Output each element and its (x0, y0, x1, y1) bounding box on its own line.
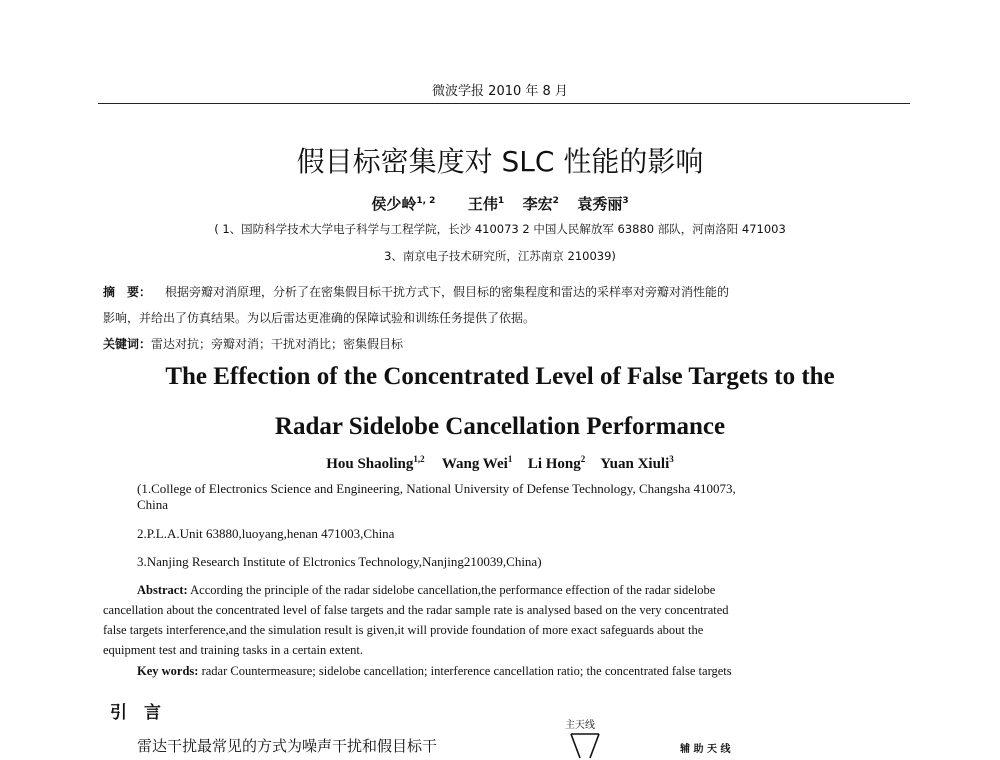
abstract-en-line4: equipment test and training tasks in a certain extent. (103, 643, 363, 657)
abstract-cn-label: 摘 要： (103, 285, 152, 299)
author-en: Wang Wei$^1$ (441, 454, 513, 472)
body-text-line: 雷达干扰最常见的方式为噪声干扰和假目标干 (137, 737, 438, 755)
affiliation-en-line1b: China (137, 497, 169, 512)
author-en: Yuan Xiuli$^3$ (600, 454, 674, 472)
main-antenna-label: 主天线 (565, 720, 595, 731)
authors-cn (0, 193, 1000, 214)
author-cn: 侯少岭$^{1, 2}$ (371, 195, 436, 213)
affiliation-cn-line2: 3、南京电子技术研究所，江苏南京 210039) (384, 249, 616, 263)
author-cn: 李宏$^2$ (522, 195, 559, 213)
keywords-cn: 关键词：雷达对抗；旁瓣对消；干扰对消比；密集假目标 (103, 337, 404, 351)
keywords-en-label: Key words: (137, 664, 199, 678)
keywords-cn-label: 关键词： (103, 337, 152, 351)
author-en: Li Hong$^2$ (527, 454, 586, 472)
abstract-cn-line1: 摘 要： 根据旁瓣对消原理，分析了在密集假目标干扰方式下，假目标的密集程度和雷达的采样率对旁瓣对消性能的 (103, 285, 730, 299)
section-heading-introduction: 引 言 (110, 703, 161, 723)
affiliation-en-line2: 2.P.L.A.Unit 63880,luoyang,henan 471003,China (137, 526, 395, 541)
author-cn: 袁秀丽$^3$ (577, 195, 629, 213)
paper-title-en-line2: Radar Sidelobe Cancellation Performance (274, 413, 726, 440)
abstract-en-line2: cancellation about the concentrated level of false targets and the radar sample rate is analysed based on the very concentrated (103, 603, 729, 617)
paper-title-en-line1: The Effection of the Concentrated Level of False Targets to the (165, 363, 835, 390)
running-header: 微波学报 2010 年 8 月 (432, 84, 568, 99)
aux-antenna-label: 辅 助 天 线 (680, 744, 731, 755)
abstract-en-line3: false targets interference,and the simulation result is given,it will provide foundation of more exact safeguards about the (103, 623, 704, 637)
author-cn: 王伟$^1$ (467, 195, 505, 213)
header-rule (98, 103, 910, 104)
affiliation-cn-line1: ( 1、国防科学技术大学电子科学与工程学院，长沙 410073 2 中国人民解放军 63880 部队，河南洛阳 471003 (214, 222, 786, 236)
keywords-en: Key words: radar Countermeasure; sidelobe cancellation; interference cancellation ratio; the concentrated false targets (137, 664, 732, 678)
abstract-en-line1: Abstract: According the principle of the radar sidelobe cancellation,the performance effection of the radar sidelobe (137, 583, 716, 597)
abstract-cn-line2: 影响，并给出了仿真结果。为以后雷达更准确的保障试验和训练任务提供了依据。 (103, 311, 536, 325)
abstract-en-label: Abstract: (137, 583, 188, 597)
affiliation-en-line3: 3.Nanjing Research Institute of Elctronics Technology,Nanjing210039,China) (137, 554, 542, 569)
authors-en (0, 456, 1000, 473)
author-en: Hou Shaoling$^{1,2}$ (326, 454, 425, 472)
antenna-icon (568, 732, 602, 760)
paper-title-cn: 假目标密集度对 SLC 性能的影响 (296, 145, 704, 178)
affiliation-en-line1a: (1.College of Electronics Science and Engineering, National University of Defense Technology, Changsha 410073, (137, 481, 736, 496)
